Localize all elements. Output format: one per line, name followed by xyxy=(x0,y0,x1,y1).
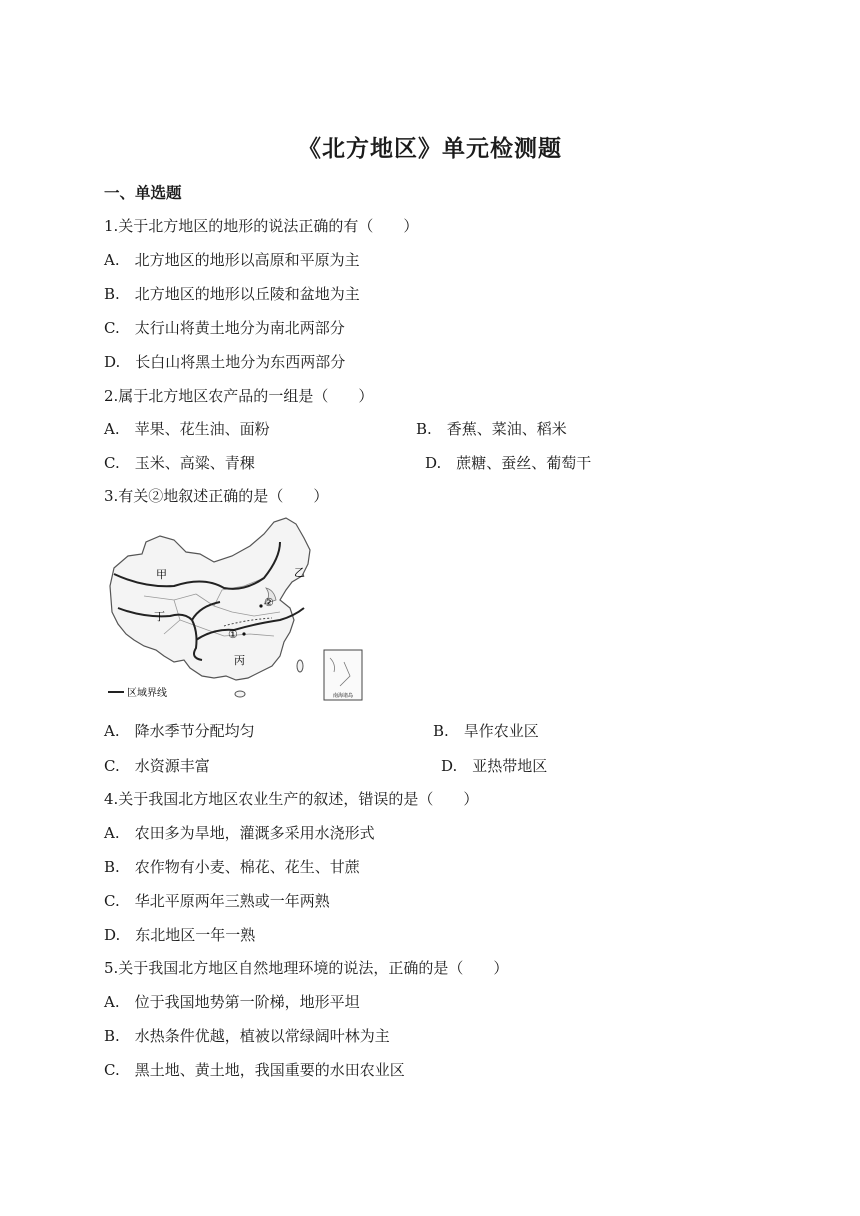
question-3-option-a: A. 降水季节分配均匀 xyxy=(104,722,255,740)
page-title: 《北方地区》单元检测题 xyxy=(298,136,562,162)
label-ding: 丁 xyxy=(154,610,165,623)
question-2-stem: 2.属于北方地区农产品的一组是（ ） xyxy=(104,387,374,405)
question-4-option-b: B. 农作物有小麦、棉花、花生、甘蔗 xyxy=(104,858,360,876)
china-region-map xyxy=(104,516,366,706)
question-1-stem: 1.关于北方地区的地形的说法正确的有（ ） xyxy=(104,217,419,235)
hainan-island xyxy=(235,691,245,697)
question-5-stem: 5.关于我国北方地区自然地理环境的说法，正确的是（ ） xyxy=(104,959,509,977)
inset-label: 南海诸岛 xyxy=(332,693,354,699)
question-5-option-c: C. 黑土地、黄土地，我国重要的水田农业区 xyxy=(104,1061,405,1079)
question-5-option-a: A. 位于我国地势第一阶梯，地形平坦 xyxy=(104,993,360,1011)
taiwan-island xyxy=(297,660,303,672)
question-1-option-b: B. 北方地区的地形以丘陵和盆地为主 xyxy=(104,285,360,303)
question-2-option-b: B. 香蕉、菜油、稻米 xyxy=(416,420,567,438)
question-2-option-a: A. 苹果、花生油、面粉 xyxy=(104,420,270,438)
legend-label: 区域界线 xyxy=(127,688,167,699)
label-bing: 丙 xyxy=(234,654,245,667)
question-3-option-d: D. 亚热带地区 xyxy=(441,757,548,775)
label-yi: 乙 xyxy=(294,566,305,579)
question-4-option-c: C. 华北平原两年三熟或一年两熟 xyxy=(104,892,330,910)
question-2-option-c: C. 玉米、高粱、青稞 xyxy=(104,454,255,472)
question-4-option-d: D. 东北地区一年一熟 xyxy=(104,926,256,944)
question-3-stem: 3.有关②地叙述正确的是（ ） xyxy=(104,487,329,505)
map-graphic xyxy=(104,516,366,706)
question-2-option-d: D. 蔗糖、蚕丝、葡萄干 xyxy=(425,454,592,472)
section-heading: 一、单选题 xyxy=(104,184,182,202)
question-1-option-c: C. 太行山将黄土地分为南北两部分 xyxy=(104,319,345,337)
label-1: ① xyxy=(228,628,238,641)
label-jia: 甲 xyxy=(156,568,167,581)
question-5-option-b: B. 水热条件优越，植被以常绿阔叶林为主 xyxy=(104,1027,390,1045)
point-2 xyxy=(259,604,262,607)
question-3-option-c: C. 水资源丰富 xyxy=(104,757,210,775)
question-4-stem: 4.关于我国北方地区农业生产的叙述，错误的是（ ） xyxy=(104,790,479,808)
question-4-option-a: A. 农田多为旱地，灌溉多采用水浇形式 xyxy=(104,824,375,842)
question-1-option-d: D. 长白山将黑土地分为东西两部分 xyxy=(104,353,346,371)
question-1-option-a: A. 北方地区的地形以高原和平原为主 xyxy=(104,251,360,269)
point-1 xyxy=(242,632,245,635)
question-3-option-b: B. 旱作农业区 xyxy=(433,722,539,740)
label-2: ② xyxy=(264,596,274,609)
